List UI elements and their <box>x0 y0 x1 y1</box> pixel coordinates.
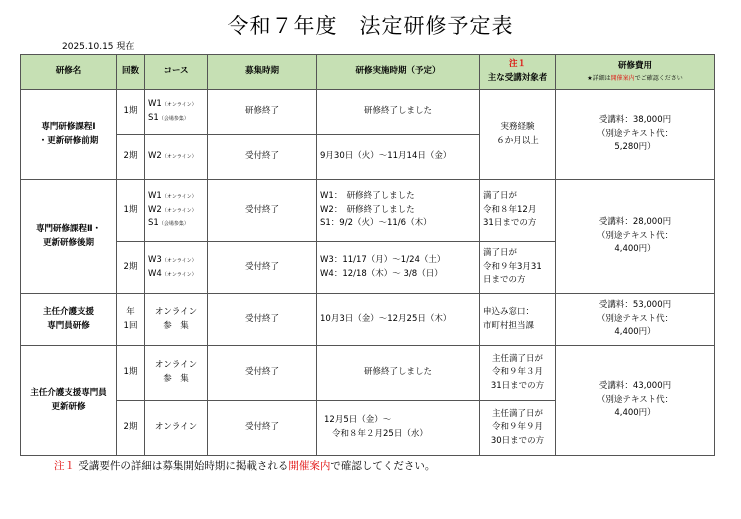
period-cell: 10月3日（金）～12月25日（木） <box>317 294 480 346</box>
course-tag: （オンライン） <box>161 194 197 201</box>
fee-note <box>559 74 711 84</box>
period-line: W3：11/17（月）～1/24（土） <box>320 254 446 265</box>
footnote-text-b: で確認してください。 <box>330 460 436 472</box>
course-name-cell <box>21 294 117 346</box>
fee-line: 受講料：43,000円 <box>598 381 672 392</box>
fee-line: 受講料：38,000円 <box>598 115 672 126</box>
course-line: 参 集 <box>163 374 189 384</box>
period-cell <box>317 180 480 242</box>
course-name-line: 主任介護支援 <box>42 306 94 317</box>
course-name-line: 専門員研修 <box>47 320 90 331</box>
period-line: W2： 研修終了しました <box>320 204 415 215</box>
course-tag: （オンライン） <box>161 271 197 278</box>
recruit-cell: 受付終了 <box>208 135 317 180</box>
fee-label: 研修費用 <box>617 61 652 72</box>
course-tag: （オンライン） <box>161 207 197 214</box>
course-code: W1 <box>148 99 162 110</box>
header-recruit: 募集時期 <box>208 55 317 90</box>
target-line: 主任満了日が <box>491 353 543 364</box>
session-cell: 2期 <box>117 135 145 180</box>
session-cell: 2期 <box>117 401 145 456</box>
fee-note-suffix: でご確認ください <box>634 75 683 82</box>
target-cell <box>480 180 556 242</box>
target-cell <box>480 242 556 294</box>
target-line: 令和９年９月 <box>491 422 543 433</box>
target-line: 31日までの方 <box>490 380 545 391</box>
target-line: 満了日が <box>483 191 518 202</box>
course-code: W2 <box>148 151 162 162</box>
period-line: 令和８年２月25日（水） <box>332 429 428 439</box>
target-cell <box>480 346 556 401</box>
course-name-line: 更新研修後期 <box>42 237 94 248</box>
recruit-cell: 受付終了 <box>208 346 317 401</box>
period-cell <box>317 401 480 456</box>
period-line: 12月5日（金）～ <box>324 415 392 426</box>
header-name: 研修名 <box>21 55 117 90</box>
course-cell <box>145 135 208 180</box>
course-tag: （オンライン） <box>161 154 197 161</box>
target-label: 主な受講対象者 <box>487 73 548 83</box>
course-tag: （会場参集） <box>158 221 189 228</box>
header-session: 回数 <box>117 55 145 90</box>
target-line: 30日までの方 <box>490 435 545 446</box>
course-code: W1 <box>148 191 162 202</box>
period-cell <box>317 242 480 294</box>
course-cell <box>145 242 208 294</box>
fee-cell <box>556 346 715 456</box>
course-name-cell <box>21 346 117 456</box>
target-line: 令和９年３月 <box>491 367 543 378</box>
target-line: 日までの方 <box>483 275 526 286</box>
fee-line: 受講料：28,000円 <box>598 217 672 228</box>
course-cell <box>145 90 208 135</box>
course-name-line: ・更新研修前期 <box>38 135 99 146</box>
course-code: S1 <box>148 113 159 123</box>
target-cell <box>480 294 556 346</box>
fee-line: （別途テキスト代： <box>596 394 674 405</box>
footnote-mark: 注１ <box>54 460 75 472</box>
as-of-date: 2025.10.15 現在 <box>62 42 135 52</box>
course-name-cell <box>21 90 117 180</box>
period-line: S1：9/2（火）～11/6（木） <box>320 218 432 229</box>
course-name-line: 専門研修課程Ⅰ <box>41 121 96 132</box>
course-code: S1 <box>148 218 159 229</box>
recruit-cell: 受付終了 <box>208 242 317 294</box>
table-row <box>21 90 715 135</box>
course-line: オンライン <box>154 360 198 371</box>
course-name-line: 主任介護支援専門員 <box>30 387 107 398</box>
period-cell: 研修終了しました <box>317 90 480 135</box>
header-fee <box>556 55 715 90</box>
session-line: 1回 <box>123 320 138 331</box>
course-cell <box>145 346 208 401</box>
fee-line: （別途テキスト代： <box>596 313 674 324</box>
course-code: W2 <box>148 204 162 215</box>
target-line: 満了日が <box>483 248 518 259</box>
target-note-mark: 注１ <box>508 59 526 70</box>
table-row <box>21 180 715 242</box>
page-title: 令和７年度 法定研修予定表 <box>227 14 514 38</box>
period-line: W1： 研修終了しました <box>320 191 415 202</box>
course-name-cell <box>21 180 117 294</box>
target-line: 実務経験 <box>500 121 535 132</box>
fee-line: （別途テキスト代： <box>596 230 674 241</box>
session-cell: 2期 <box>117 242 145 294</box>
fee-note-link[interactable]: 開催案内 <box>610 75 635 82</box>
footnote-link[interactable]: 開催案内 <box>288 460 331 472</box>
fee-line: 4,400円） <box>614 408 656 419</box>
session-cell <box>117 294 145 346</box>
training-schedule-table <box>20 54 715 456</box>
header-course: コース <box>145 55 208 90</box>
fee-cell <box>556 180 715 294</box>
table-row <box>21 346 715 401</box>
target-line: 主任満了日が <box>491 408 543 419</box>
course-tag: （オンライン） <box>161 257 197 264</box>
fee-note-prefix: ★詳細は <box>587 75 611 82</box>
course-name-line: 専門研修課程Ⅱ・ <box>35 223 102 234</box>
session-cell: 1期 <box>117 90 145 135</box>
fee-line: （別途テキスト代： <box>596 128 674 139</box>
session-line: 年 <box>126 306 135 317</box>
period-cell: 研修終了しました <box>317 346 480 401</box>
course-cell <box>145 294 208 346</box>
target-line: ６か月以上 <box>496 135 539 146</box>
course-cell <box>145 180 208 242</box>
course-code: W4 <box>148 268 162 279</box>
header-period: 研修実施時期（予定） <box>317 55 480 90</box>
course-line: オンライン <box>154 306 198 317</box>
fee-cell <box>556 294 715 346</box>
fee-line: 4,400円） <box>614 327 656 338</box>
session-cell: 1期 <box>117 180 145 242</box>
session-cell: 1期 <box>117 346 145 401</box>
target-line: 令和９年3月31 <box>483 261 542 272</box>
period-line: W4：12/18（木）～ 3/8（日） <box>320 268 443 279</box>
fee-line: 4,400円） <box>614 244 656 255</box>
period-cell: 9月30日（火）～11月14日（金） <box>317 135 480 180</box>
recruit-cell: 研修終了 <box>208 90 317 135</box>
fee-line: 5,280円） <box>614 142 656 153</box>
header-target <box>480 55 556 90</box>
footnote-text-a: 受講要件の詳細は募集開始時期に掲載される <box>78 460 289 472</box>
recruit-cell: 受付終了 <box>208 180 317 242</box>
target-cell <box>480 401 556 456</box>
target-line: 31日までの方 <box>483 218 537 229</box>
fee-cell <box>556 90 715 180</box>
course-cell: オンライン <box>145 401 208 456</box>
footnote <box>54 458 435 473</box>
target-line: 申込み窓口： <box>483 306 535 317</box>
course-tag: （会場参集） <box>158 116 189 122</box>
course-line: 参 集 <box>163 320 189 331</box>
recruit-cell: 受付終了 <box>208 294 317 346</box>
target-line: 令和８年12月 <box>483 204 537 215</box>
target-cell <box>480 90 556 180</box>
table-row <box>21 294 715 346</box>
target-line: 市町村担当課 <box>483 320 535 331</box>
course-tag: （オンライン） <box>161 102 197 109</box>
recruit-cell: 受付終了 <box>208 401 317 456</box>
course-code: W3 <box>148 254 162 265</box>
header-row <box>21 55 715 90</box>
course-name-line: 更新研修 <box>51 401 86 412</box>
fee-line: 受講料：53,000円 <box>598 300 672 311</box>
